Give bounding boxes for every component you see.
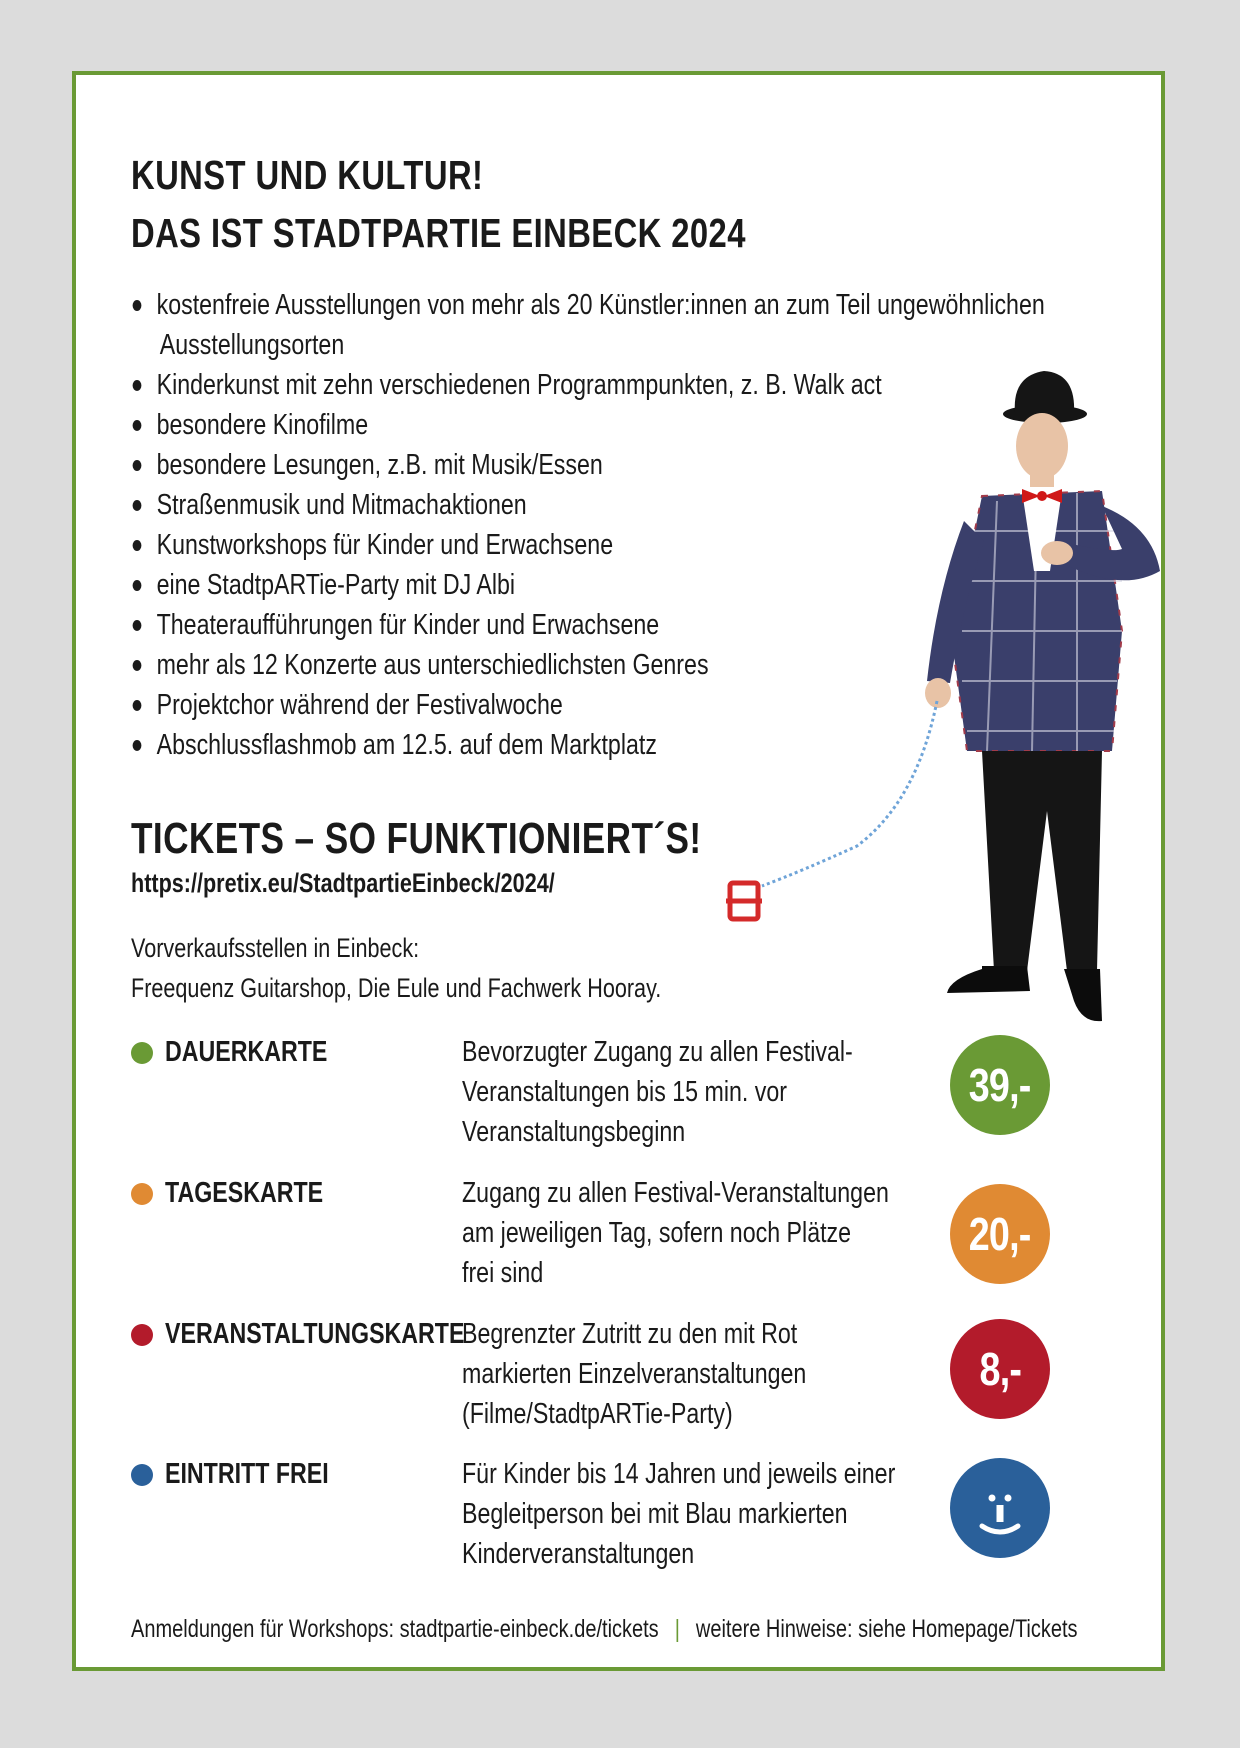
list-item: besondere Kinofilme <box>131 405 1027 445</box>
red-dot-icon <box>131 1324 153 1346</box>
flyer-card <box>72 71 1165 1671</box>
ticket-name: EINTRITT FREI <box>165 1458 329 1490</box>
performer-illustration <box>682 331 1172 1071</box>
ticket-description <box>462 1032 853 1152</box>
list-item: besondere Lesungen, z.B. mit Musik/Essen <box>131 445 1027 485</box>
list-item: Projektchor während der Festivalwoche <box>131 685 1027 725</box>
ticket-description-line: Veranstaltungen bis 15 min. vor <box>462 1076 787 1108</box>
ticket-description-line: am jeweiligen Tag, sofern noch Plätze <box>462 1217 852 1249</box>
ticket-description-line: Begleitperson bei mit Blau markierten <box>462 1498 848 1530</box>
ticket-description-line: Veranstaltungsbeginn <box>462 1116 686 1148</box>
list-item: mehr als 12 Konzerte aus unterschiedlichsten Genres <box>131 645 1027 685</box>
price-value: 20,- <box>969 1208 1031 1260</box>
ticket-description <box>462 1314 806 1434</box>
ticket-description-line: markierten Einzelveranstaltungen <box>462 1358 807 1390</box>
ticket-description-line: (Filme/StadtpARTie-Party) <box>462 1398 733 1430</box>
smiley-icon <box>950 1458 1050 1558</box>
list-item: Kunstworkshops für Kinder und Erwachsene <box>131 525 1027 565</box>
list-item-text: kostenfreie Ausstellungen von mehr als 20 Künstler:innen an zum Teil ungewöhnlichen <box>156 289 1045 321</box>
footer <box>131 1613 1078 1645</box>
presale-title: Vorverkaufsstellen in Einbeck: <box>131 933 420 963</box>
price-value: 39,- <box>969 1059 1031 1111</box>
ticket-description-line: Begrenzter Zutritt zu den mit Rot <box>462 1318 798 1350</box>
price-value: 8,- <box>979 1343 1021 1395</box>
list-item: Abschlussflashmob am 12.5. auf dem Marktplatz <box>131 725 1027 765</box>
list-item-text-continued: Ausstellungsorten <box>159 329 345 361</box>
presale-locations: Freequenz Guitarshop, Die Eule und Fachwerk Hooray. <box>131 973 662 1003</box>
price-badge <box>950 1319 1050 1419</box>
price-badge <box>950 1184 1050 1284</box>
blue-dot-icon <box>131 1464 153 1486</box>
headline-line-2: DAS IST STADTPARTIE EINBECK 2024 <box>131 210 746 256</box>
tickets-link[interactable]: https://pretix.eu/StadtpartieEinbeck/2024/ <box>131 868 555 898</box>
ticket-name: VERANSTALTUNGSKARTE <box>165 1318 465 1350</box>
price-badge <box>950 1035 1050 1135</box>
headline-line-1: KUNST UND KULTUR! <box>131 152 484 198</box>
ticket-description-line: Für Kinder bis 14 Jahren und jeweils einer <box>462 1458 896 1490</box>
ticket-name: DAUERKARTE <box>165 1036 328 1068</box>
list-item: Straßenmusik und Mitmachaktionen <box>131 485 1027 525</box>
list-item: Theateraufführungen für Kinder und Erwachsene <box>131 605 1027 645</box>
list-item: Kinderkunst mit zehn verschiedenen Programmpunkten, z. B. Walk act <box>131 365 1027 405</box>
footer-workshops-link[interactable]: Anmeldungen für Workshops: stadtpartie-einbeck.de/tickets <box>131 1615 659 1643</box>
ticket-description-line: frei sind <box>462 1257 544 1289</box>
footer-separator: | <box>674 1615 680 1643</box>
ticket-description-line: Kinderveranstaltungen <box>462 1538 695 1570</box>
ticket-description <box>462 1454 895 1574</box>
ticket-description-line: Zugang zu allen Festival-Veranstaltungen <box>462 1177 889 1209</box>
green-dot-icon <box>131 1042 153 1064</box>
orange-dot-icon <box>131 1183 153 1205</box>
footer-hint: weitere Hinweise: siehe Homepage/Tickets <box>695 1615 1078 1643</box>
list-item: eine StadtpARTie-Party mit DJ Albi <box>131 565 1027 605</box>
ticket-description <box>462 1173 889 1293</box>
tickets-heading: TICKETS – SO FUNKTIONIERT´S! <box>131 814 702 863</box>
ticket-name: TAGESKARTE <box>165 1177 324 1209</box>
ticket-description-line: Bevorzugter Zugang zu allen Festival- <box>462 1036 853 1068</box>
